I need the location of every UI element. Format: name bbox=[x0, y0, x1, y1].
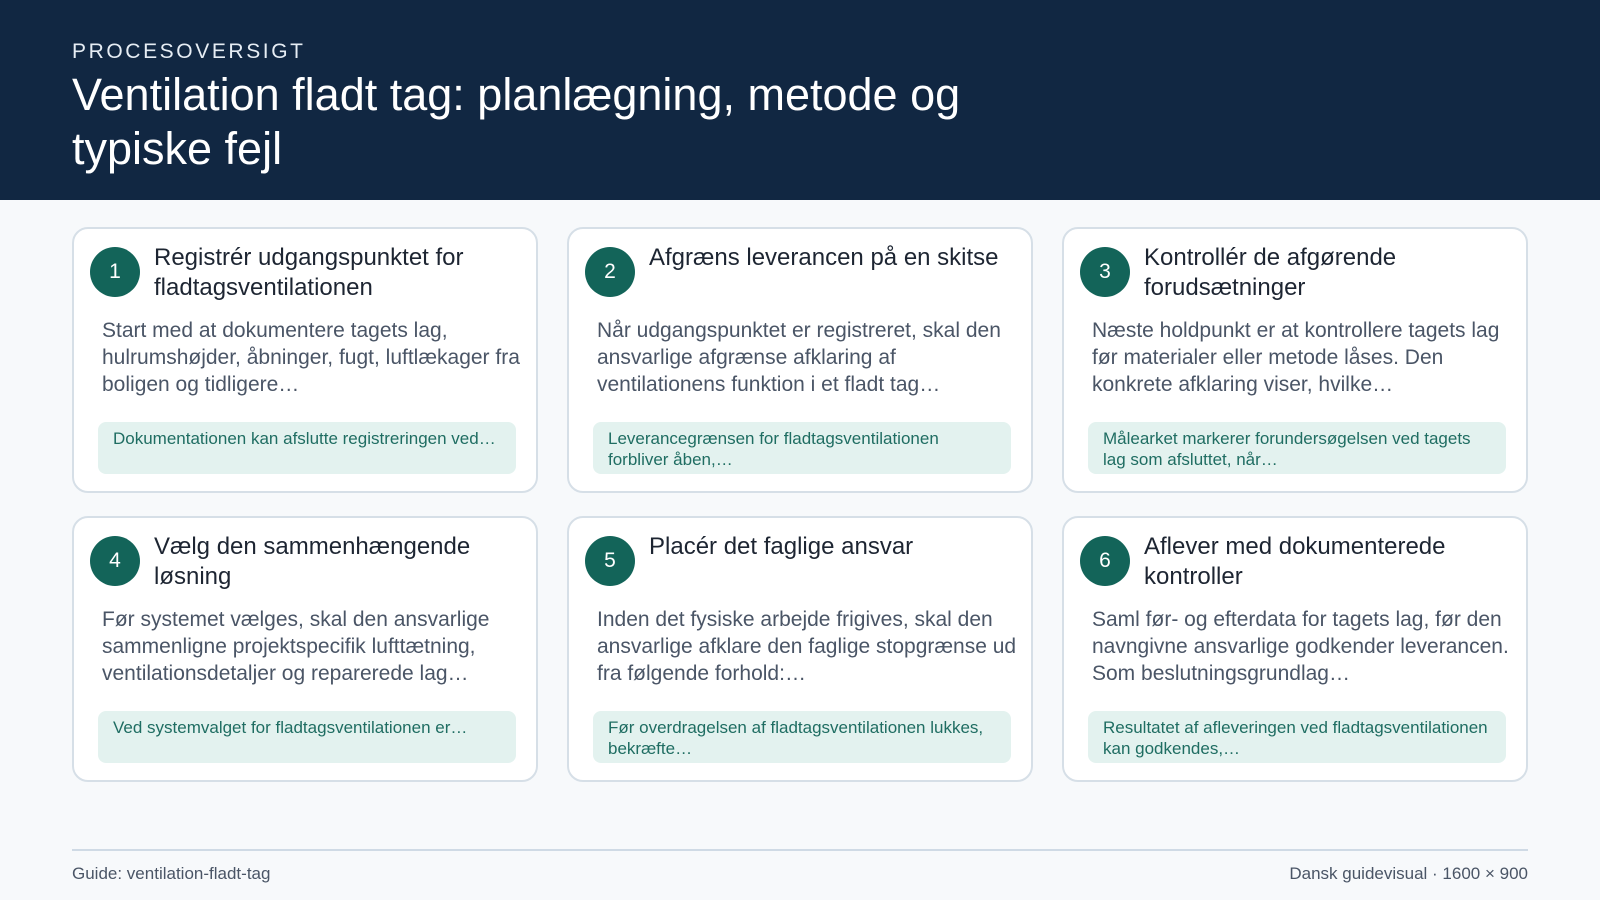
footer-meta-label: Dansk guidevisual · 1600 × 900 bbox=[1289, 864, 1528, 883]
step-number-badge: 3 bbox=[1080, 247, 1130, 297]
step-description: Saml før- og efterdata for tagets lag, før den navngivne ansvarlige godkender leverancen. Som beslutningsgrundlag… bbox=[1092, 608, 1509, 685]
step-description: Næste holdpunkt er at kontrollere tagets lag før materialer eller metode låses. Den konkrete afklaring viser, hvilke… bbox=[1092, 319, 1500, 396]
step-description: Før systemet vælges, skal den ansvarlige sammenligne projektspecifik lufttætning, ventilationsdetaljer og reparerede lag… bbox=[102, 608, 490, 685]
step-card-1 bbox=[72, 227, 538, 493]
step-title: Kontrollér de afgørende forudsætninger bbox=[1144, 244, 1397, 301]
step-grid bbox=[72, 227, 1528, 782]
step-number-badge: 1 bbox=[90, 247, 140, 297]
step-note: Ved systemvalget for fladtagsventilationen er… bbox=[98, 711, 516, 763]
footer-guide-label: Guide: ventilation-fladt-tag bbox=[72, 864, 271, 883]
step-card-2 bbox=[567, 227, 1033, 493]
step-note: Resultatet af afleveringen ved fladtagsventilationen kan godkendes,… bbox=[1088, 711, 1506, 763]
step-title: Placér det faglige ansvar bbox=[649, 533, 914, 560]
step-card-6 bbox=[1062, 516, 1528, 782]
step-title: Aflever med dokumenterede kontroller bbox=[1144, 533, 1446, 590]
step-note: Leverancegrænsen for fladtagsventilationen forbliver åben,… bbox=[593, 422, 1011, 474]
step-title: Vælg den sammenhængende løsning bbox=[154, 533, 471, 590]
step-card-3 bbox=[1062, 227, 1528, 493]
step-number-badge: 5 bbox=[585, 536, 635, 586]
step-description: Inden det fysiske arbejde frigives, skal den ansvarlige afklare den faglige stopgrænse ud fra følgende forhold:… bbox=[597, 608, 1017, 685]
step-title: Registrér udgangspunktet for fladtagsventilationen bbox=[154, 244, 464, 301]
step-description: Start med at dokumentere tagets lag, hulrumshøjder, åbninger, fugt, luftlækager fra boligen og tidligere… bbox=[102, 319, 520, 396]
step-card-4 bbox=[72, 516, 538, 782]
step-number-badge: 4 bbox=[90, 536, 140, 586]
step-number-badge: 2 bbox=[585, 247, 635, 297]
footer-divider bbox=[72, 849, 1528, 851]
step-card-5 bbox=[567, 516, 1033, 782]
step-title: Afgræns leverancen på en skitse bbox=[649, 244, 999, 271]
header-banner bbox=[0, 0, 1600, 200]
step-number-badge: 6 bbox=[1080, 536, 1130, 586]
page-title: Ventilation fladt tag: planlægning, metode og typiske fejl bbox=[72, 69, 961, 174]
step-description: Når udgangspunktet er registreret, skal den ansvarlige afgrænse afklaring af ventilationens funktion i et fladt tag… bbox=[597, 319, 1001, 396]
step-note: Før overdragelsen af fladtagsventilationen lukkes, bekræfte… bbox=[593, 711, 1011, 763]
step-note: Målearket markerer forundersøgelsen ved tagets lag som afsluttet, når… bbox=[1088, 422, 1506, 474]
eyebrow-label: PROCESOVERSIGT bbox=[72, 40, 306, 63]
step-note: Dokumentationen kan afslutte registreringen ved… bbox=[98, 422, 516, 474]
